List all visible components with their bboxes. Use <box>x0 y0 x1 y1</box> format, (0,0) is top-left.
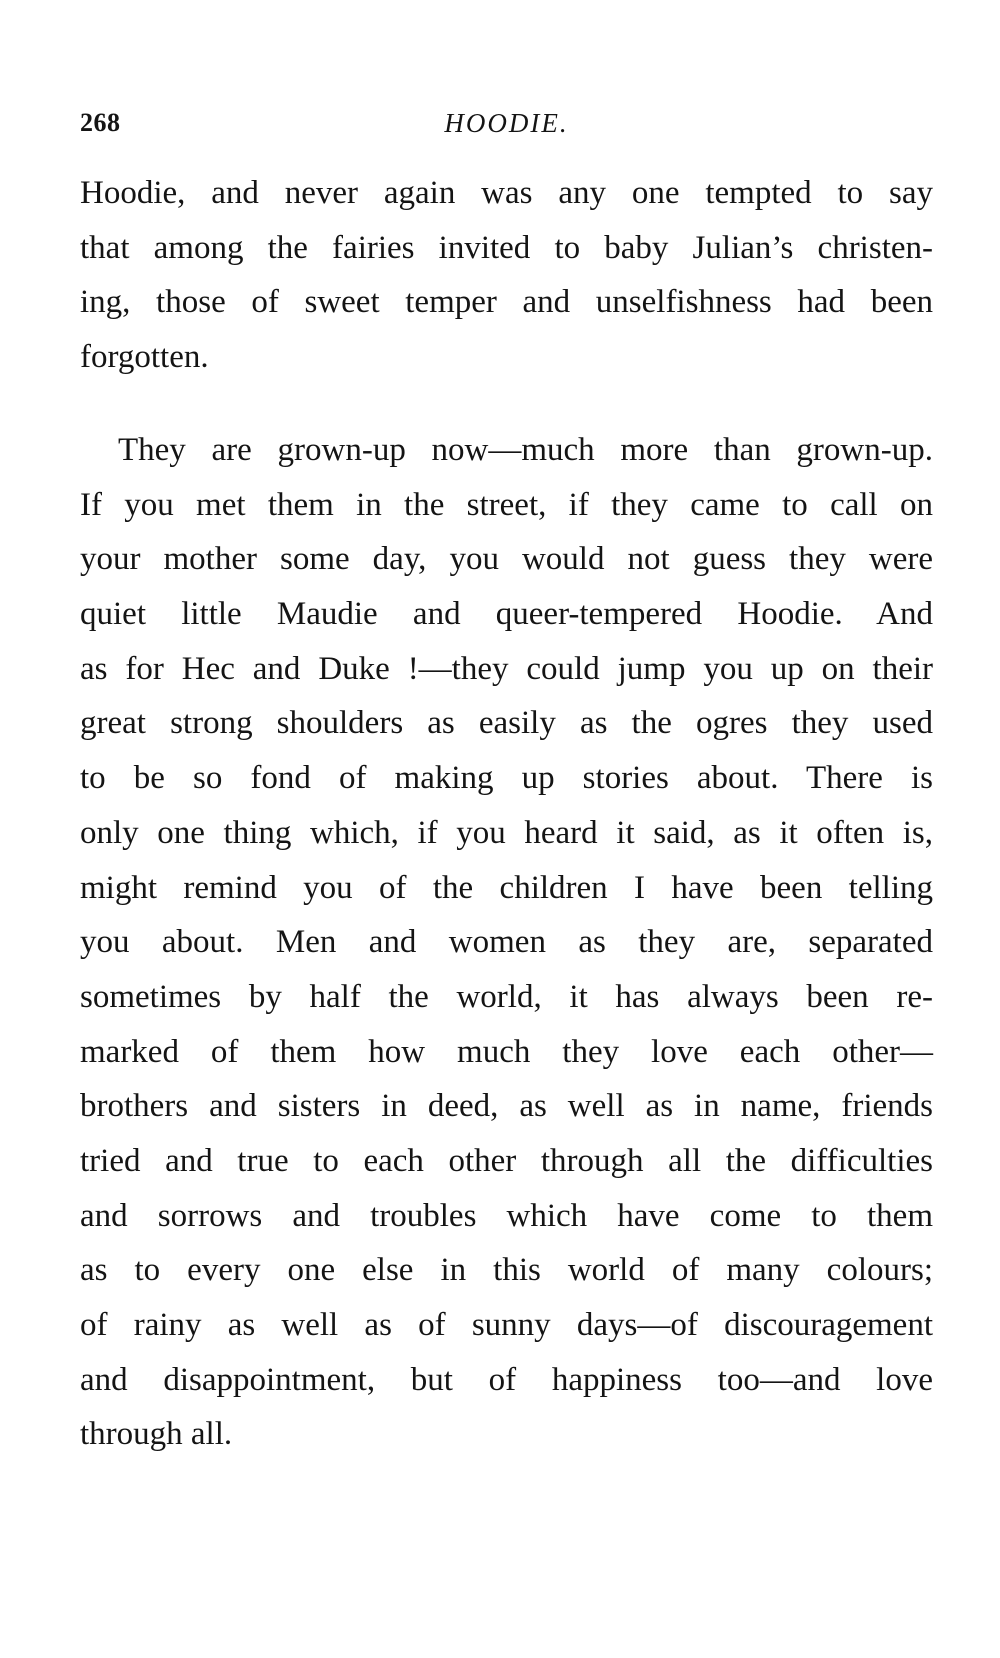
text-line: marked of them how much they love each other— <box>80 1033 933 1070</box>
paragraph-1 <box>80 166 933 385</box>
text-line: only one thing which, if you heard it said, as it often is, <box>80 814 933 851</box>
text-line: and disappointment, but of happiness too—and love <box>80 1361 933 1398</box>
text-line: forgotten. <box>80 339 209 376</box>
page-number: 268 <box>80 108 121 137</box>
text-line: sometimes by half the world, it has always been re- <box>80 978 933 1015</box>
text-line: Hoodie, and never again was any one tempted to say <box>80 175 933 211</box>
text-line: as to every one else in this world of many colours; <box>80 1252 933 1289</box>
text-line: as for Hec and Duke !—they could jump you up on their <box>80 650 933 687</box>
text-line: through all. <box>80 1416 233 1453</box>
text-line: to be so fond of making up stories about. There is <box>80 760 933 797</box>
text-line: tried and true to each other through all the difficulties <box>80 1142 933 1179</box>
running-title: HOODIE. <box>444 108 569 138</box>
page-header <box>80 108 933 148</box>
text-line: They are grown-up now—much more than grown-up. <box>118 432 933 468</box>
text-line: If you met them in the street, if they came to call on <box>80 486 933 523</box>
paragraph-2 <box>80 423 933 1462</box>
text-line: great strong shoulders as easily as the ogres they used <box>80 705 933 742</box>
text-line: quiet little Maudie and queer-tempered Hoodie. And <box>80 596 933 633</box>
text-line: ing, those of sweet temper and unselfishness had been <box>80 284 933 321</box>
text-line: that among the fairies invited to baby Julian’s christen- <box>80 229 933 266</box>
text-line: might remind you of the children I have been telling <box>80 869 933 906</box>
text-line: you about. Men and women as they are, separated <box>80 924 933 961</box>
text-line: your mother some day, you would not guess they were <box>80 541 933 578</box>
text-line: and sorrows and troubles which have come to them <box>80 1197 933 1234</box>
text-line: of rainy as well as of sunny days—of discouragement <box>80 1307 933 1343</box>
text-line: brothers and sisters in deed, as well as in name, friends <box>80 1088 933 1125</box>
